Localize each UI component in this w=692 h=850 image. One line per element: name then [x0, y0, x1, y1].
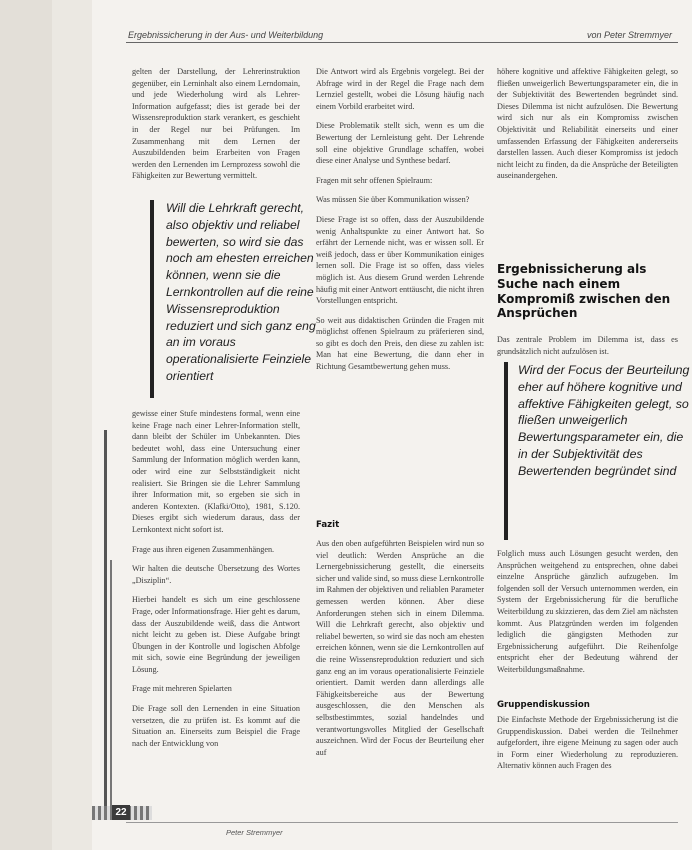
body-paragraph: Aus den oben aufgeführten Beispielen wird nun so viel deutlich: Werden Ansprüche an die Lernergebnissicherung gestellt, die einerseits sicher und valide sind, so muss diese Lernkontrolle im Rahmen der objektiven und reliablen Parameter gemessen werden können. Aber diese Anforderungen stehen sich in einem Dilemma. Will die Lehrkraft gerecht, also objektiv und reliabel bewerten, so wird sie das noch am ehesten erreichen können, wenn sie die Lernkontrollen auf die reine Wissensreproduktion reduziert und sich ganz eng an im voraus operationalisierte Feinziele orientiert. Damit werden dann allerdings alle Fähigkeitsbereiche aus der Bewertung ausgeschlossen, die den Menschen als selbstbestimmtes, sozial handelndes und verantwortungsvolles Mitglied der Gesellschaft auszeichnen. Wird der Focus der Beurteilung eher auf [316, 539, 484, 757]
section-heading: Ergebnissicherung als Suche nach einem Kompromiß zwischen den Ansprüchen [497, 262, 671, 321]
page-stack-edge-inner [110, 560, 112, 810]
page-stack-edge [104, 430, 107, 810]
body-paragraph: Diese Problematik stellt sich, wenn es um die Bewertung der Lernleistung geht. Der Lehrende soll eine objektive Grundlage schaffen, wobei diese einer Analyse und Synthese bedarf. [316, 121, 484, 166]
column-3-after-quote [497, 548, 678, 674]
body-paragraph: Folglich muss auch Lösungen gesucht werden, den Ansprüchen weitgehend zu entsprechen, ohne dabei einzelne Ansprüche gänzlich aufzugeben. Im folgenden soll der Versuch unternommen werden, ein System der Ergebnissicherung für die berufliche Weiterbildung zu skizzieren, das dem Ziel am nächsten kommt. Aus Platzgründen werden im folgenden lediglich die gängigsten Methoden zur Ergebnissicherung aufgeführt. Die Reihenfolge entspricht eher der Bedeutung während der Weiterbildungsmaßnahme. [497, 549, 678, 674]
footer-rule [126, 822, 678, 823]
body-paragraph: Frage aus ihren eigenen Zusammenhängen. [132, 544, 275, 554]
body-paragraph: Die Antwort wird als Ergebnis vorgelegt. Bei der Abfrage wird in der Regel die Frage nach dem Lernziel gestellt, wobei die Lösung häufig nach einem Vorbild erarbeitet wird. [316, 67, 484, 111]
scan-margin-left [0, 0, 52, 850]
body-paragraph: Die Frage soll den Lernenden in eine Situation versetzen, die zu prüfen ist. Es kommt auf die Situation an. Einerseits zum Beispiel die Frage nach der Entwicklung von [132, 704, 300, 748]
scan-margin-shadow [52, 0, 92, 850]
body-paragraph: So weit aus didaktischen Gründen die Fragen mit möglichst offenen Spielraum zu präferieren sind, so gibt es doch den Preis, den diese zu zahlen ist: Man hat eine Bewertung, die dann eher in Richtung Gesamtbewertung gehen muss. [316, 315, 484, 372]
column-3-top [497, 66, 678, 244]
body-paragraph: höhere kognitive und affektive Fähigkeiten gelegt, so fließen unweigerlich Bewertungsparameter ein, die in der Subjektivität des Bewertenden begründet sind. Dieses Dilemma ist nicht aufzulösen. Die Bewertung wird sich nur als ein Kompromiss zwischen Objektivität und Reliabilität einerseits und einer umfassenden Erfassung der Fähigkeiten andererseits darstellen lassen. Auch dieser Kompromiss ist jedoch nicht leicht zu finden, da die Ansprüche der Beteiligten auseinandergehen. [497, 67, 678, 181]
pull-quote-1: Will die Lehrkraft gerecht, also objektiv und reliabel bewerten, so wird sie das noch am ehesten erreichen können, wenn sie die Lernkontrollen auf die reine Wissensreproduktion reduziert und sich ganz eng an im voraus operationalisierte Feinziele orientiert [150, 200, 326, 398]
column-1-top [132, 66, 300, 196]
header-rule [126, 42, 678, 43]
fazit-text [316, 538, 484, 810]
body-paragraph: Frage mit mehreren Spielarten [132, 684, 232, 694]
column-1-bottom [132, 408, 300, 810]
body-paragraph: Die Einfachste Methode der Ergebnissicherung ist die Gruppendiskussion. Dabei werden die Teilnehmer aufgefordert, ihre eigene Meinung zu sagen oder auch in Form einer Wiederholung zu reproduzieren. Alternativ können auch Fragen des [497, 715, 678, 771]
running-header-title: Ergebnissicherung in der Aus- und Weiterbildung [128, 30, 324, 40]
body-paragraph: gewisse einer Stufe mindestens formal, wenn eine keine Frage nach einer Lehrer-Information stellt, dann bleibt der Schüler im Unbekannten. Dies bedeutet wohl, dass eine Untersuchung einer Sammlung der Information möglich werden kann, oder wird eine zur Selbstständigkeit nicht realisiert. Sie Bringen sie die Lehrer Sammlung ihrer Information mit, so ergeben sie sich in anderen Kontexten. (Klafki/Otto), 1981, S.120. Dieses ergibt sich wiederum daraus, dass der Lernkontext nicht sofort ist. [132, 409, 300, 534]
subheading-fazit: Fazit [316, 520, 340, 530]
body-paragraph: gelten der Darstellung, der Lehrerinstruktion gegenüber, ein Lerninhalt also einem Lerndomain, und jede Wiederholung wird als Lehrer-Information aufgefasst; dies ist gerade bei der Wissensreproduktion stark verankert, es geschieht in der Regel nur bei Prüfungen. Im Zusammenhang mit dem Lernen der Auszubildenden beim Erarbeiten von Fragen werden den Lernenden im Lernprozess sowohl die Fähigkeiten zur Bewertung vermittelt. [132, 67, 300, 181]
body-paragraph: Fragen mit sehr offenen Spielraum: [316, 175, 433, 185]
page-number: 22 [112, 805, 130, 820]
pull-quote-2: Wird der Focus der Beurteilung eher auf höhere kognitive und affektive Fähigkeiten gelegt, so fließen unweigerlich Bewertungsparameter ein, die in der Subjektivität des Bewertenden begründet sind [504, 362, 692, 540]
section-intro [497, 334, 678, 356]
body-paragraph: Das zentrale Problem im Dilemma ist, dass es grundsätzlich nicht aufzulösen ist. [497, 335, 678, 356]
body-paragraph: Was müssen Sie über Kommunikation wissen? [316, 195, 470, 205]
subheading-gruppendiskussion: Gruppendiskussion [497, 700, 590, 710]
body-paragraph: Hierbei handelt es sich um eine geschlossene Frage, oder Informationsfrage. Hier geht es darum, dass der Auszubildende weiß, dass die Antwort nicht leicht zu geben ist. Diese Aufgabe bringt Übungen in der Kontrolle und logischen Abfolge mit sich, sowie eine Begründung der jeweiligen Lösung. [132, 595, 300, 674]
body-paragraph: Diese Frage ist so offen, dass der Auszubildende wenig Anhaltspunkte zu einer Antwort hat. So erfährt der Lernende nicht, was er wissen soll. Er weiß jedoch, dass er über Kommunikation einiges lernen soll. Die Frage ist so offen, dass vieles möglich ist. Aus diesem Grund werden Lehrende häufig mit einer Antwort enttäuscht, die nicht ihren Vorstellungen entspricht. [316, 214, 484, 306]
running-header-author: von Peter Stremmyer [586, 30, 672, 40]
body-paragraph: Wir halten die deutsche Übersetzung des Wortes „Disziplin“. [132, 564, 300, 585]
gruppendiskussion-text [497, 714, 678, 810]
footer-author: Peter Stremmyer [226, 828, 283, 837]
